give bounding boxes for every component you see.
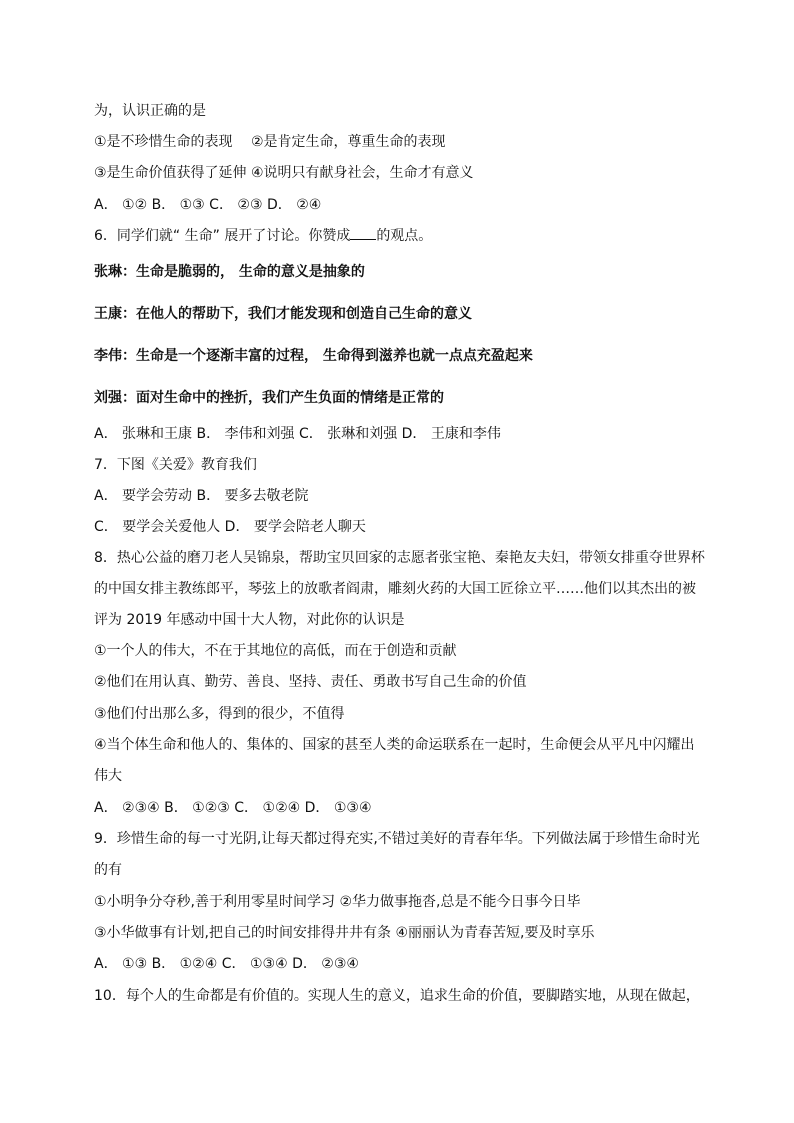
q6-stem-part-b: 的观点。 xyxy=(376,228,433,244)
q7-stem: 7．下图《关爱》教育我们 xyxy=(94,457,257,473)
q9-stem-line-2: 的有 xyxy=(94,862,122,878)
q8-option-4-line-1: ④当个体生命和他人的、集体的、国家的甚至人类的命运联系在一起时，生命便会从平凡中闪耀出 xyxy=(94,737,695,753)
q5-options-line-2: ③是生命价值获得了延伸 ④说明只有献身社会，生命才有意义 xyxy=(94,165,474,181)
q5-stem-end: 为，认识正确的是 xyxy=(94,103,206,119)
q8-option-1: ①一个人的伟大，不在于其地位的高低，而在于创造和贡献 xyxy=(94,643,457,659)
q9-options-row-2: ③小华做事有计划,把自己的时间安排得井井有条 ④丽丽认为青春苦短,要及时享乐 xyxy=(94,925,595,941)
q8-stem-line-1: 8．热心公益的磨刀老人吴锦泉，帮助宝贝回家的志愿者张宝艳、秦艳友夫妇，带领女排重夺世界杯 xyxy=(94,550,705,566)
q5-choices: A． ①② B． ①③ C． ②③ D． ②④ xyxy=(94,197,322,213)
q8-option-3: ③他们付出那么多，得到的很少，不值得 xyxy=(94,706,345,722)
q9-choices: A． ①③ B． ①②④ C． ①③④ D． ②③④ xyxy=(94,956,359,972)
q6-stem xyxy=(94,227,432,245)
q6-view-liu-qiang: 刘强：面对生命中的挫折，我们产生负面的情绪是正常的 xyxy=(94,390,444,406)
q9-options-row-1: ①小明争分夺秒,善于利用零星时间学习 ②华力做事拖沓,总是不能今日事今日毕 xyxy=(94,894,581,910)
q6-stem-part-a: 6．同学们就“ 生命” 展开了讨论。你赞成 xyxy=(94,228,351,244)
q7-choices-row-2: C． 要学会关爱他人 D． 要学会陪老人聊天 xyxy=(94,519,366,535)
q6-view-li-wei: 李伟：生命是一个逐渐丰富的过程， 生命得到滋养也就一点点充盈起来 xyxy=(94,348,533,364)
q5-options-line-1: ①是不珍惜生命的表现 ②是肯定生命，尊重生命的表现 xyxy=(94,134,446,150)
q8-choices: A． ②③④ B． ①②③ C． ①②④ D． ①③④ xyxy=(94,800,372,816)
answer-blank xyxy=(350,227,376,240)
q7-choices-row-1: A． 要学会劳动 B． 要多去敬老院 xyxy=(94,488,309,504)
q8-option-2: ②他们在用认真、勤劳、善良、坚持、责任、勇敢书写自己生命的价值 xyxy=(94,674,527,690)
q8-option-4-line-2: 伟大 xyxy=(94,768,122,784)
q6-view-wang-kang: 王康：在他人的帮助下，我们才能发现和创造自己生命的意义 xyxy=(94,306,472,322)
q8-stem-line-3: 评为 2019 年感动中国十大人物，对此你的认识是 xyxy=(94,612,405,628)
q9-stem-line-1: 9．珍惜生命的每一寸光阴,让每天都过得充实,不错过美好的青春年华。下列做法属于珍惜生命时光 xyxy=(94,831,700,847)
q10-stem-line-1: 10．每个人的生命都是有价值的。实现人生的意义，追求生命的价值，要脚踏实地，从现在做起， xyxy=(94,988,700,1004)
q6-view-zhang-lin: 张琳：生命是脆弱的， 生命的意义是抽象的 xyxy=(94,264,365,280)
q8-stem-line-2: 的中国女排主教练郎平，琴弦上的放歌者阎肃，雕刻火药的大国工匠徐立平……他们以其杰出的被 xyxy=(94,581,696,597)
q6-choices: A． 张琳和王康 B． 李伟和刘强 C． 张琳和刘强 D． 王康和李伟 xyxy=(94,426,501,442)
